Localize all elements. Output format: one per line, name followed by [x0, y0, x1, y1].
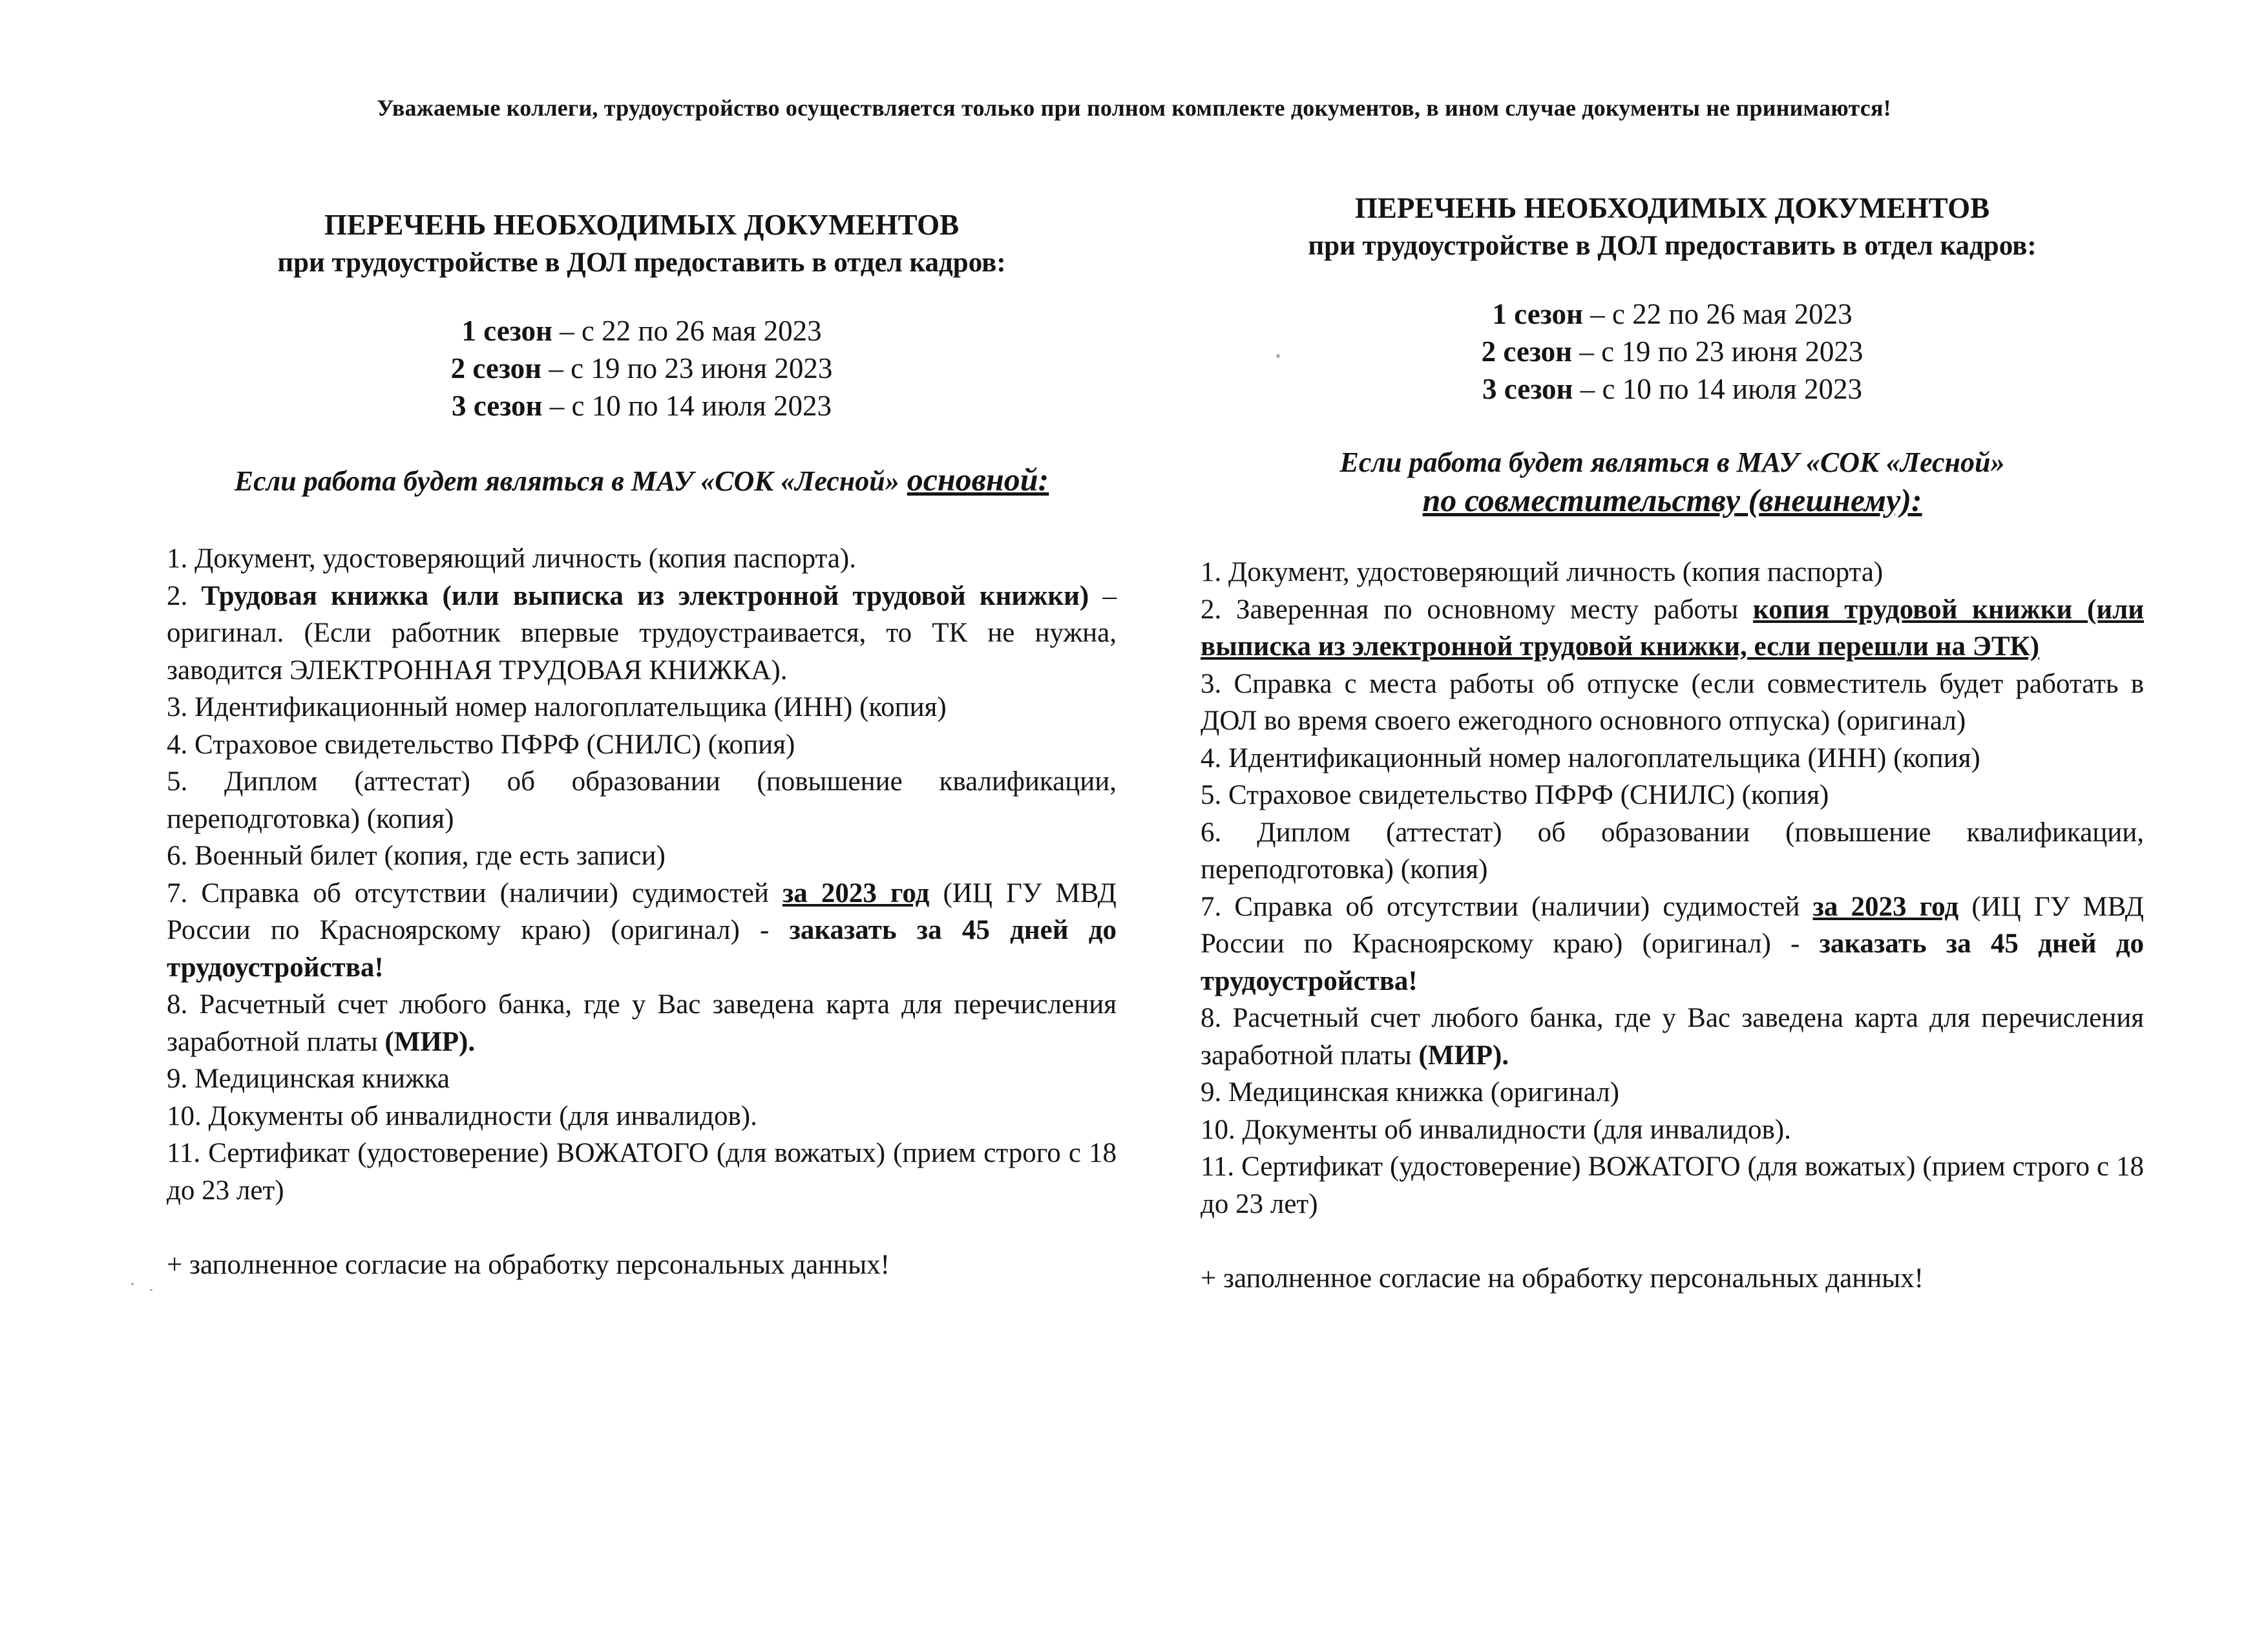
condition-prefix: Если работа будет являться в МАУ «СОК «Лесной» — [1339, 446, 2005, 478]
season-dates: – с 22 по 26 мая 2023 — [552, 315, 822, 347]
list-item: 4. Идентификационный номер налогоплательщика (ИНН) (копия) — [1201, 742, 1980, 773]
item-text: 2. Заверенная по основному месту работы — [1201, 594, 1753, 625]
season-label: 1 сезон — [1492, 298, 1583, 330]
season-dates: – с 19 по 23 июня 2023 — [1572, 335, 1864, 368]
list-item: 4. Страховое свидетельство ПФРФ (СНИЛС) (копия) — [167, 729, 795, 760]
list-item: 10. Документы об инвалидности (для инвалидов). — [1201, 1114, 1791, 1145]
scan-speck — [131, 1283, 134, 1285]
season-line — [167, 312, 1117, 350]
season-line — [1201, 333, 2144, 370]
item-emphasis: копия трудовой книжки (или выписка из электронной трудовой книжки, если перешли на ЭТК) — [1201, 594, 2144, 662]
list-item: 9. Медицинская книжка (оригинал) — [1201, 1077, 1619, 1108]
season-label: 3 сезон — [451, 390, 543, 422]
item-emphasis: (МИР). — [384, 1026, 476, 1057]
list-item — [167, 986, 1117, 1060]
season-line — [167, 350, 1117, 387]
consent-note: + заполненное согласие на обработку персональных данных! — [167, 1250, 890, 1280]
list-item: 5. Диплом (аттестат) об образовании (повышение квалификации, переподготовка) (копия) — [167, 766, 1117, 834]
item-text: 7. Справка об отсутствии (наличии) судимостей — [1201, 891, 1813, 922]
left-column — [167, 205, 1117, 1283]
item-text: (ИЦ ГУ МВД России по Красноярскому краю) (оригинал) - — [167, 877, 1117, 945]
list-item — [167, 875, 1117, 987]
season-dates: – с 22 по 26 мая 2023 — [1582, 298, 1853, 330]
condition-emphasis: по совместительству (внешнему): — [1422, 482, 1922, 518]
item-text: – оригинал. (Если работник впервые трудоустраивается, то ТК не нужна, заводится ЭЛЕКТРОННАЯ ТРУДОВАЯ КНИЖКА). — [167, 580, 1117, 686]
season-dates: – с 10 по 14 июля 2023 — [1573, 373, 1863, 405]
item-emphasis: за 2023 год — [1812, 891, 1959, 922]
list-item: 11. Сертификат (удостоверение) ВОЖАТОГО (для вожатых) (прием строго с 18 до 23 лет) — [1201, 1151, 2144, 1219]
season-line — [1201, 370, 2144, 408]
list-item: 3. Справка с места работы об отпуске (если совместитель будет работать в ДОЛ во время своего ежегодного основного отпуска) (оригинал) — [1201, 668, 2144, 736]
list-item: 3. Идентификационный номер налогоплательщика (ИНН) (копия) — [167, 692, 947, 722]
list-item: 9. Медицинская книжка — [167, 1064, 450, 1094]
item-text: (ИЦ ГУ МВД России по Красноярскому краю) (оригинал) - — [1201, 891, 2144, 959]
list-item — [1201, 888, 2144, 1000]
item-emphasis: за 2023 год — [782, 877, 930, 909]
scan-speck — [1276, 354, 1280, 358]
season-label: 2 сезон — [450, 352, 542, 384]
page-title: ПЕРЕЧЕНЬ НЕОБХОДИМЫХ ДОКУМЕНТОВ — [1354, 192, 1990, 224]
season-line — [167, 387, 1117, 425]
consent-note: + заполненное согласие на обработку персональных данных! — [1201, 1263, 1924, 1294]
list-item: 1. Документ, удостоверяющий личность (копия паспорта) — [1201, 557, 1884, 587]
item-number: 2. — [167, 580, 202, 611]
list-item: 6. Военный билет (копия, где есть записи) — [167, 841, 666, 871]
item-emphasis: (МИР). — [1418, 1040, 1509, 1071]
item-text: 8. Расчетный счет любого банка, где у Вас заведена карта для перечисления заработной платы — [167, 989, 1117, 1057]
employment-condition — [1201, 444, 2144, 519]
document-list — [1201, 554, 2144, 1223]
season-dates: – с 19 по 23 июня 2023 — [541, 352, 833, 384]
page-subtitle: при трудоустройстве в ДОЛ предоставить в отдел кадров: — [277, 247, 1006, 278]
document-list — [167, 540, 1117, 1209]
season-dates: – с 10 по 14 июля 2023 — [542, 390, 832, 422]
item-emphasis: заказать за 45 дней до трудоустройства! — [167, 915, 1117, 983]
list-item: 10. Документы об инвалидности (для инвалидов). — [167, 1100, 757, 1131]
condition-prefix: Если работа будет являться в МАУ «СОК «Лесной» — [234, 465, 899, 497]
list-item: 6. Диплом (аттестат) об образовании (повышение квалификации, переподготовка) (копия) — [1201, 817, 2144, 885]
season-label: 3 сезон — [1482, 373, 1573, 405]
employment-condition — [167, 461, 1117, 500]
list-item — [1201, 1000, 2144, 1074]
item-emphasis: заказать за 45 дней до трудоустройства! — [1201, 929, 2144, 996]
list-item — [1201, 591, 2144, 666]
item-text: 7. Справка об отсутствии (наличии) судимостей — [167, 877, 782, 909]
item-text: 8. Расчетный счет любого банка, где у Вас заведена карта для перечисления заработной платы — [1201, 1003, 2144, 1071]
season-label: 2 сезон — [1481, 335, 1573, 368]
season-label: 1 сезон — [461, 315, 552, 347]
list-item: 5. Страховое свидетельство ПФРФ (СНИЛС) (копия) — [1201, 780, 1829, 810]
page-title: ПЕРЕЧЕНЬ НЕОБХОДИМЫХ ДОКУМЕНТОВ — [324, 209, 960, 241]
page-subtitle: при трудоустройстве в ДОЛ предоставить в отдел кадров: — [1308, 231, 2037, 261]
item-emphasis: Трудовая книжка (или выписка из электронной трудовой книжки) — [201, 580, 1089, 611]
scan-speck — [150, 1289, 152, 1291]
list-item — [167, 578, 1117, 689]
notice-banner: Уважаемые коллеги, трудоустройство осуществляется только при полном комплекте документов, в ином случае документы не принимаются! — [377, 95, 1891, 121]
season-list — [1201, 295, 2144, 408]
condition-emphasis: основной: — [907, 461, 1049, 498]
right-column — [1201, 189, 2144, 1297]
season-line — [1201, 295, 2144, 333]
list-item: 1. Документ, удостоверяющий личность (копия паспорта). — [167, 543, 856, 574]
season-list — [167, 312, 1117, 425]
list-item: 11. Сертификат (удостоверение) ВОЖАТОГО (для вожатых) (прием строго с 18 до 23 лет) — [167, 1138, 1117, 1206]
